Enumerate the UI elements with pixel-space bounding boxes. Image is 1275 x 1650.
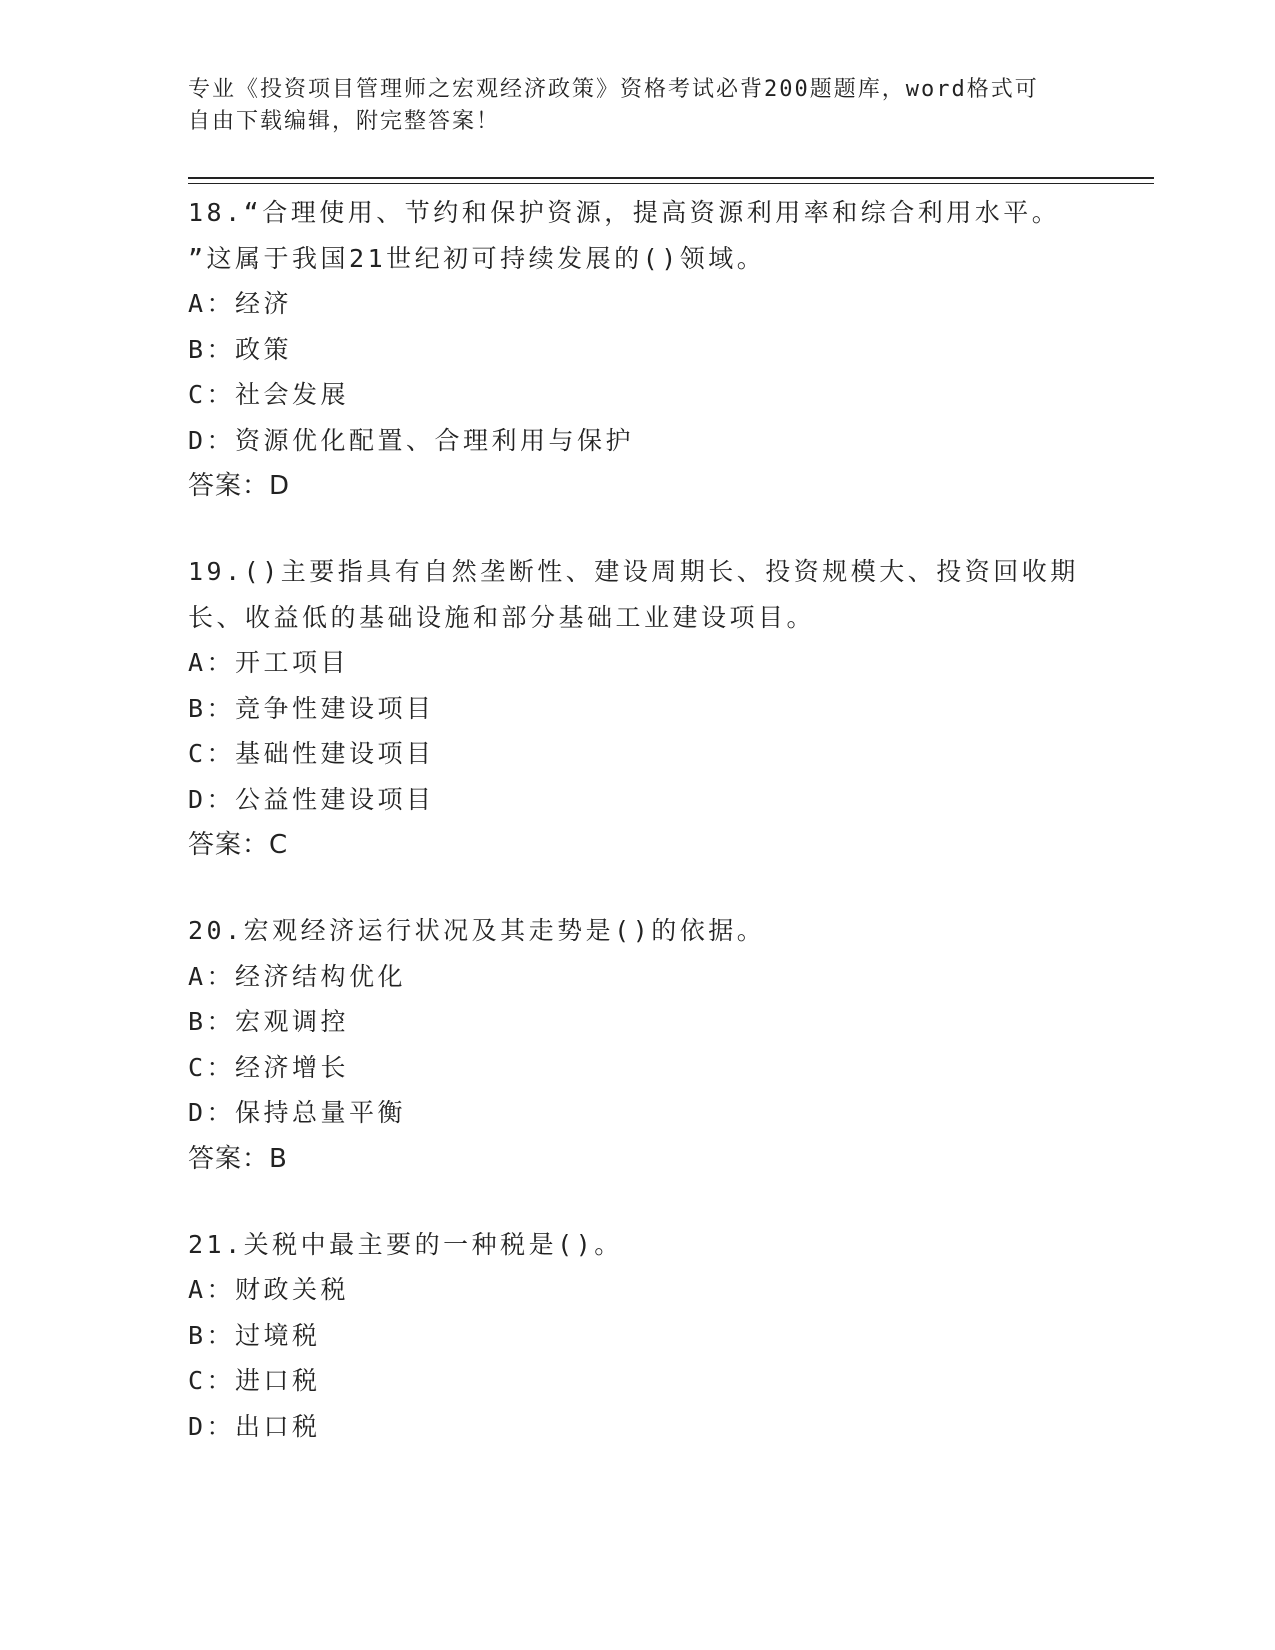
header-divider-thin	[188, 183, 1154, 184]
option-c: C：进口税	[188, 1366, 321, 1395]
option-b: B：过境税	[188, 1320, 321, 1350]
header-divider-thick	[188, 177, 1154, 179]
option-a: A：财政关税	[188, 1275, 350, 1304]
option-d: D：出口税	[188, 1411, 321, 1441]
question-list	[188, 190, 1088, 1489]
question-21	[188, 1222, 1088, 1450]
option-c: C：经济增长	[188, 1052, 350, 1082]
question-20	[188, 908, 1088, 1182]
header-line-1: 专业《投资项目管理师之宏观经济政策》资格考试必背200题题库，word格式可	[188, 77, 1039, 102]
option-b: B：政策	[188, 334, 293, 364]
question-stem-continued: 长、收益低的基础设施和部分基础工业建设项目。	[188, 602, 816, 632]
question-stem: 19.()主要指具有自然垄断性、建设周期长、投资规模大、投资回收期	[188, 557, 1079, 586]
question-stem-continued: ”这属于我国21世纪初可持续发展的()领域。	[188, 243, 766, 273]
answer: 答案：D	[188, 471, 291, 501]
question-stem: 21.关税中最主要的一种税是()。	[188, 1229, 623, 1259]
header-line-2: 自由下载编辑，附完整答案！	[188, 109, 501, 134]
question-stem: 18.“合理使用、节约和保护资源，提高资源利用率和综合利用水平。	[188, 198, 1061, 227]
question-18	[188, 190, 1088, 509]
option-c: C：社会发展	[188, 380, 350, 409]
option-d: D：资源优化配置、合理利用与保护	[188, 425, 635, 455]
option-b: B：宏观调控	[188, 1007, 350, 1036]
answer: 答案：C	[188, 830, 289, 860]
option-b: B：竞争性建设项目	[188, 693, 435, 723]
document-header	[188, 74, 1068, 138]
option-d: D：保持总量平衡	[188, 1098, 407, 1127]
answer: 答案：B	[188, 1143, 288, 1174]
option-a: A：开工项目	[188, 648, 350, 677]
option-a: A：经济	[188, 289, 293, 318]
question-19	[188, 549, 1088, 868]
option-c: C：基础性建设项目	[188, 739, 435, 768]
option-d: D：公益性建设项目	[188, 784, 435, 814]
question-stem: 20.宏观经济运行状况及其走势是()的依据。	[188, 916, 766, 945]
option-a: A：经济结构优化	[188, 961, 407, 991]
